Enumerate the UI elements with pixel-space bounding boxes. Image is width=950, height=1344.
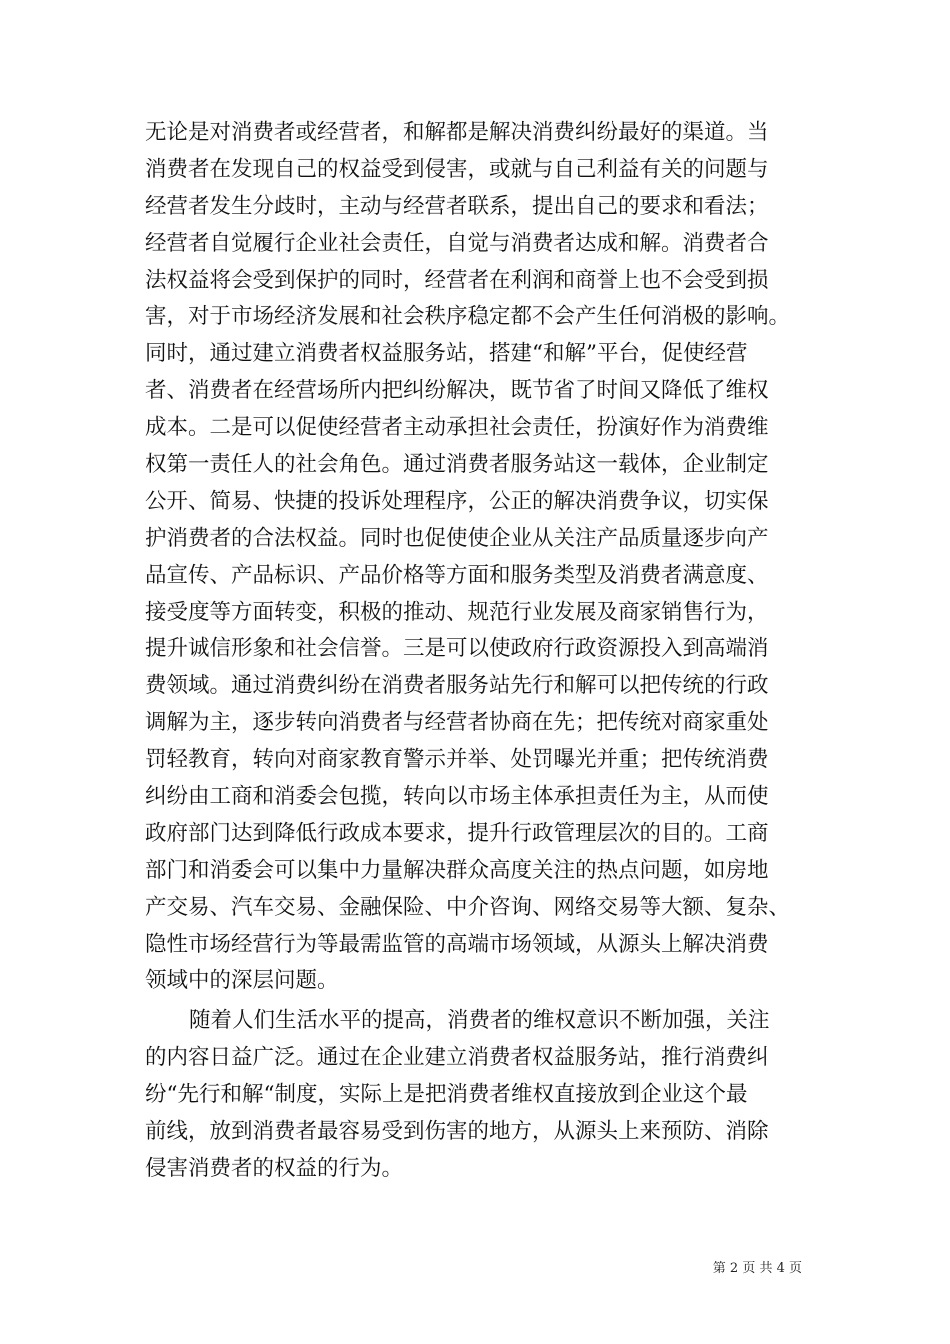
text-line: 隐性市场经营行为等最需监管的高端市场领域，从源头上解决消费	[145, 931, 769, 957]
text-line: 接受度等方面转变，积极的推动、规范行业发展及商家销售行为，	[145, 599, 769, 625]
paragraph	[145, 1003, 805, 1187]
text-line: 费领域。通过消费纠纷在消费者服务站先行和解可以把传统的行政	[145, 673, 769, 699]
text-line: 产交易、汽车交易、金融保险、中介咨询、网络交易等大额、复杂、	[145, 894, 791, 920]
text-line: 护消费者的合法权益。同时也促使使企业从关注产品质量逐步向产	[145, 525, 769, 551]
text-line: 调解为主，逐步转向消费者与经营者协商在先；把传统对商家重处	[145, 710, 769, 736]
text-line: 罚轻教育，转向对商家教育警示并举、处罚曝光并重；把传统消费	[145, 747, 769, 773]
text-line: 领域中的深层问题。	[145, 968, 339, 994]
text-line: 前线，放到消费者最容易受到伤害的地方，从源头上来预防、消除	[145, 1119, 769, 1145]
text-line: 部门和消委会可以集中力量解决群众高度关注的热点问题，如房地	[145, 857, 769, 883]
text-line: 成本。二是可以促使经营者主动承担社会责任，扮演好作为消费维	[145, 415, 769, 441]
text-line: 同时，通过建立消费者权益服务站，搭建“和解”平台，促使经营	[145, 341, 748, 367]
text-line: 消费者在发现自己的权益受到侵害，或就与自己利益有关的问题与	[145, 156, 769, 182]
text-line: 经营者发生分歧时，主动与经营者联系，提出自己的要求和看法；	[145, 193, 769, 219]
text-line: 经营者自觉履行企业社会责任，自觉与消费者达成和解。消费者合	[145, 230, 769, 256]
text-line: 侵害消费者的权益的行为。	[145, 1155, 404, 1181]
text-line: 政府部门达到降低行政成本要求，提升行政管理层次的目的。工商	[145, 820, 769, 846]
text-line: 的内容日益广泛。通过在企业建立消费者权益服务站，推行消费纠	[145, 1045, 769, 1071]
text-line: 品宣传、产品标识、产品价格等方面和服务类型及消费者满意度、	[145, 562, 769, 588]
text-line: 公开、简易、快捷的投诉处理程序，公正的解决消费争议，切实保	[145, 488, 769, 514]
text-line: 提升诚信形象和社会信誉。三是可以使政府行政资源投入到高端消	[145, 636, 769, 662]
text-line: 无论是对消费者或经营者，和解都是解决消费纠纷最好的渠道。当	[145, 120, 769, 145]
text-line: 纷“先行和解“制度，实际上是把消费者维权直接放到企业这个最	[145, 1082, 748, 1108]
text-line: 权第一责任人的社会角色。通过消费者服务站这一载体，企业制定	[145, 452, 769, 478]
page-number-label: 第 2 页 共 4 页	[712, 1261, 802, 1276]
document-body	[145, 115, 805, 1188]
text-line: 者、消费者在经营场所内把纠纷解决，既节省了时间又降低了维权	[145, 378, 769, 404]
paragraph	[145, 115, 805, 1000]
text-line: 害，对于市场经济发展和社会秩序稳定都不会产生任何消极的影响。	[145, 304, 791, 330]
text-line: 随着人们生活水平的提高，消费者的维权意识不断加强，关注	[189, 1008, 770, 1034]
text-line: 纠纷由工商和消委会包揽，转向以市场主体承担责任为主，从而使	[145, 784, 769, 810]
text-line: 法权益将会受到保护的同时，经营者在利润和商誉上也不会受到损	[145, 267, 769, 293]
